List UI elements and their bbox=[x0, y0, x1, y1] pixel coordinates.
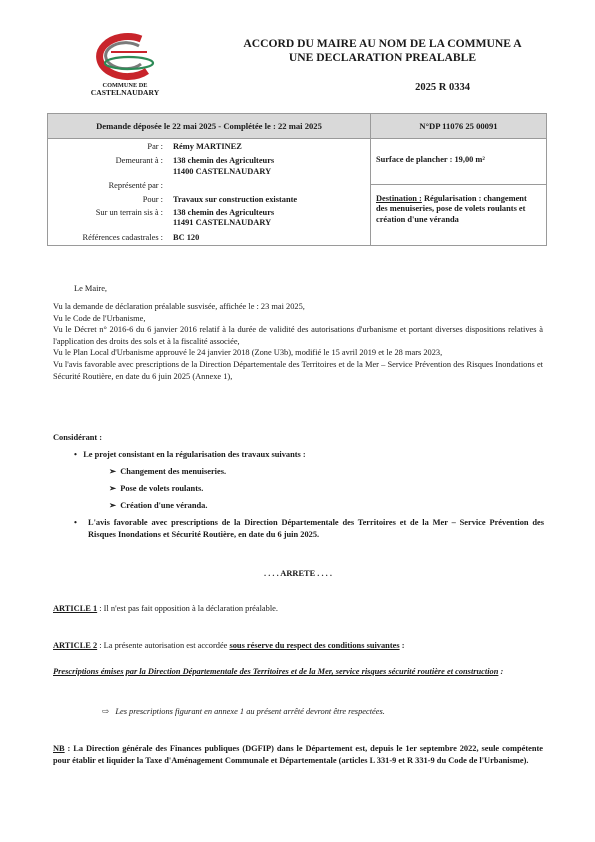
info-row bbox=[48, 142, 370, 152]
application-info-table bbox=[47, 113, 547, 246]
info-row bbox=[48, 208, 370, 218]
row-label: Références cadastrales : bbox=[82, 232, 163, 242]
arrete-heading: . . . . ARRETE . . . . bbox=[264, 569, 332, 578]
salutation: Le Maire, bbox=[74, 284, 108, 293]
info-row bbox=[48, 195, 370, 205]
row-label bbox=[48, 167, 169, 177]
article-2-end: : bbox=[399, 641, 405, 650]
arrow-icon: ➢ bbox=[109, 467, 117, 476]
title-line2: UNE DECLARATION PREALABLE bbox=[288, 51, 477, 64]
row-value: 138 chemin des Agriculteurs bbox=[173, 208, 275, 218]
sub-item bbox=[109, 466, 226, 476]
prescriptions-title: Prescriptions émises par la Direction Départementale des Territoires et de la Mer, service risques sécurité routière et construction bbox=[53, 667, 499, 676]
row-label: Pour : bbox=[142, 194, 163, 204]
vu-list bbox=[53, 301, 543, 382]
row-label: Représenté par : bbox=[108, 181, 163, 191]
prescription-item bbox=[102, 706, 532, 718]
prescription-text: Les prescriptions figurant en annexe 1 au présent arrêté devront être respectées. bbox=[115, 707, 385, 716]
row-value: Travaux sur construction existante bbox=[173, 194, 298, 204]
row-label bbox=[48, 218, 169, 228]
prescriptions-colon: : bbox=[498, 667, 504, 676]
nb-label: NB bbox=[53, 744, 65, 753]
logo-line2: CASTELNAUDARY bbox=[90, 88, 160, 97]
article-2 bbox=[53, 640, 543, 652]
info-row bbox=[48, 233, 370, 243]
arrow-right-icon: ⇨ bbox=[102, 707, 110, 716]
info-row bbox=[48, 167, 370, 177]
row-value bbox=[169, 181, 370, 191]
prescriptions-heading bbox=[53, 666, 543, 678]
document-title bbox=[215, 37, 550, 65]
nb-note bbox=[53, 743, 543, 766]
sub-item-text: Changement des menuiseries. bbox=[120, 467, 227, 476]
vu-item: Vu la demande de déclaration préalable susvisée, affichée le : 23 mai 2025, bbox=[53, 302, 305, 311]
destination bbox=[371, 185, 546, 225]
surface-area: Surface de plancher : 19,00 m² bbox=[371, 139, 546, 185]
article-2-condition: sous réserve du respect des conditions suivantes bbox=[229, 641, 400, 650]
project-summary bbox=[371, 139, 547, 246]
logo-line1: COMMUNE DE bbox=[102, 82, 148, 89]
row-value: 138 chemin des Agriculteurs bbox=[173, 156, 275, 166]
vu-item: Vu le Décret n° 2016-6 du 6 janvier 2016 relatif à la durée de validité des autorisations d'urbanisme et portant diverses dispositions relatives à l'application des droits des sols et à la fiscalité associée, bbox=[53, 325, 543, 346]
sub-item-text: Création d'une véranda. bbox=[120, 501, 208, 510]
vu-item: Vu le Code de l'Urbanisme, bbox=[53, 313, 146, 323]
document-reference: 2025 R 0334 bbox=[415, 82, 470, 93]
row-value: Rémy MARTINEZ bbox=[173, 142, 242, 151]
applicant-details bbox=[48, 139, 371, 246]
nb-text: : La Direction générale des Finances publiques (DGFIP) dans le Département est, depuis le 1er septembre 2022, seule compétente pour établir et liquider la Taxe d'Aménagement Communale et Départementale (articles L 331-9 et R 331-9 du Code de l'Urbanisme). bbox=[53, 744, 543, 765]
title-line1: ACCORD DU MAIRE AU NOM DE LA COMMUNE A bbox=[243, 37, 522, 50]
info-row bbox=[48, 181, 370, 191]
sub-item bbox=[109, 483, 203, 493]
article-1-label: ARTICLE 1 bbox=[53, 604, 98, 613]
arrow-icon: ➢ bbox=[109, 501, 117, 510]
row-value: 11491 CASTELNAUDARY bbox=[173, 218, 272, 228]
castelnaudary-logo-icon bbox=[85, 30, 165, 82]
considerant-title: Considérant : bbox=[53, 433, 103, 442]
considerant-bullet-2 bbox=[74, 517, 544, 540]
article-1-text: : Il n'est pas fait opposition à la déclaration préalable. bbox=[97, 604, 278, 613]
considerant-bullet-1 bbox=[74, 449, 534, 461]
row-value: BC 120 bbox=[173, 232, 200, 242]
bullet-text: Le projet consistant en la régularisation des travaux suivants : bbox=[83, 450, 306, 459]
vu-item: Vu l'avis favorable avec prescriptions de la Direction Départementale des Territoires et de la Mer – Service Prévention des Risques Inondations et Sécurité Routière, en date du 6 juin 2025 (Annexe 1), bbox=[53, 359, 543, 381]
arrow-icon: ➢ bbox=[109, 484, 117, 493]
sub-item bbox=[109, 500, 207, 510]
info-row bbox=[48, 156, 370, 166]
row-label: Sur un terrain sis à : bbox=[95, 208, 163, 218]
destination-label: Destination : bbox=[376, 194, 422, 203]
row-value: 11400 CASTELNAUDARY bbox=[173, 166, 272, 176]
info-row bbox=[48, 218, 370, 228]
article-2-text: : La présente autorisation est accordée bbox=[97, 641, 230, 650]
bullet-icon: • bbox=[74, 450, 77, 459]
row-label: Par : bbox=[147, 142, 163, 151]
article-1 bbox=[53, 603, 543, 615]
article-2-label: ARTICLE 2 bbox=[53, 641, 98, 650]
file-number-header: N°DP 11076 25 00091 bbox=[371, 114, 547, 139]
bullet-icon: • bbox=[74, 518, 77, 527]
deposit-date-header: Demande déposée le 22 mai 2025 - Complétée le : 22 mai 2025 bbox=[48, 114, 371, 139]
bullet-text: L'avis favorable avec prescriptions de la Direction Départementale des Territoires et de la Mer – Service Prévention des Risques Inondations et Sécurité Routière, en date du 6 juin 2025. bbox=[88, 518, 544, 539]
commune-logo bbox=[80, 30, 170, 102]
vu-item: Vu le Plan Local d'Urbanisme approuvé le 24 janvier 2018 (Zone U3b), modifié le 15 avril 2019 et le 28 mars 2023, bbox=[53, 348, 443, 358]
row-label: Demeurant à : bbox=[115, 156, 163, 166]
destination-text: Régularisation : changement des menuiseries, pose de volets roulants et création d'une véranda bbox=[376, 194, 527, 224]
sub-item-text: Pose de volets roulants. bbox=[120, 484, 204, 493]
